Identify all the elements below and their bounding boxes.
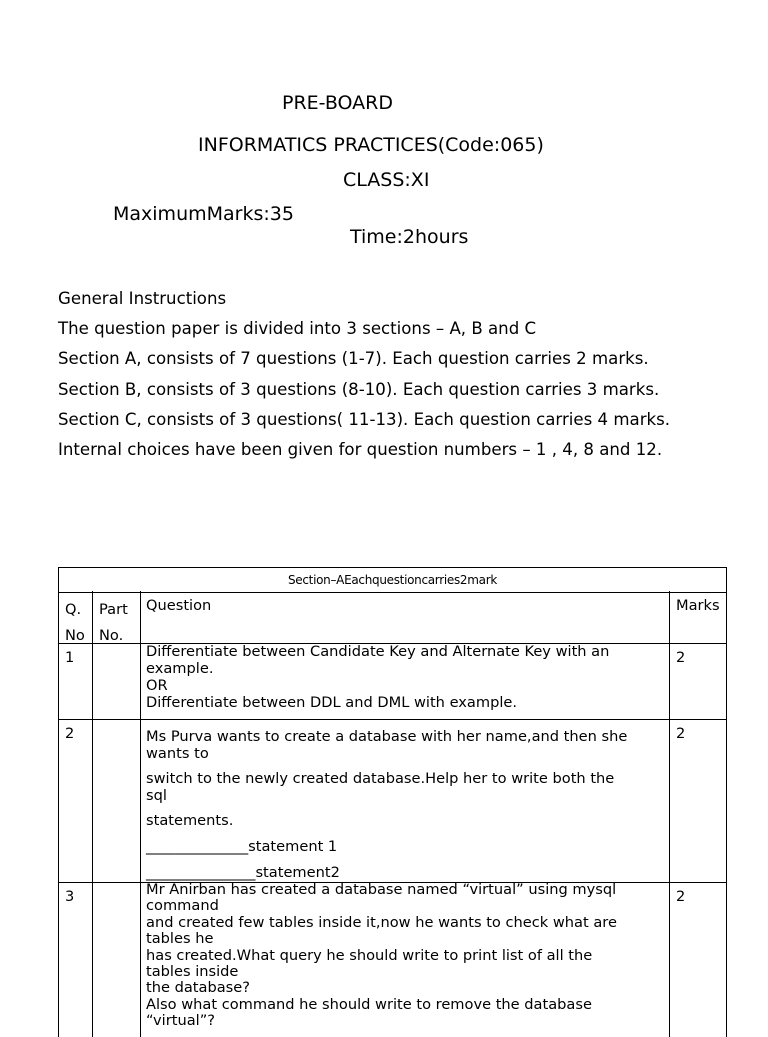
question-line: has created.What query he should write to print list of all the <box>146 946 593 964</box>
col-divider <box>669 591 670 1037</box>
instruction-line: Section C, consists of 3 questions( 11-13). Each question carries 4 marks. <box>58 410 671 429</box>
header-partno-label: No. <box>99 627 124 644</box>
question-line: statements. <box>146 812 234 829</box>
header-part-no <box>99 597 128 649</box>
exam-title: PRE-BOARD <box>282 92 393 114</box>
question-text <box>146 882 617 1030</box>
header-q-no <box>65 597 85 649</box>
question-line: sql <box>146 787 167 804</box>
question-line: Also what command he should write to remove the database <box>146 995 592 1013</box>
question-line: “virtual”? <box>146 1012 216 1030</box>
col-divider <box>726 591 727 1037</box>
col-divider <box>92 591 93 1037</box>
question-line: command <box>146 897 219 915</box>
instruction-line: Section B, consists of 3 questions (8-10). Each question carries 3 marks. <box>58 380 660 399</box>
question-line: tables inside <box>146 963 239 981</box>
question-line: tables he <box>146 930 214 948</box>
max-marks-label: MaximumMarks:35 <box>113 203 294 225</box>
header-part-label: Part <box>99 601 128 618</box>
question-line: and created few tables inside it,now he wants to check what are <box>146 913 617 931</box>
instruction-line: Section A, consists of 7 questions (1-7). Each question carries 2 marks. <box>58 349 649 368</box>
instruction-line: Internal choices have been given for question numbers – 1 , 4, 8 and 12. <box>58 440 663 459</box>
question-number: 2 <box>65 725 75 742</box>
question-line: Differentiate between DDL and DML with example. <box>146 694 518 711</box>
question-line: _______________statement2 <box>146 864 340 881</box>
question-number: 3 <box>65 888 75 905</box>
question-line: Mr Anirban has created a database named “virtual” using mysql <box>146 881 617 898</box>
question-marks: 2 <box>676 649 686 666</box>
subject-title: INFORMATICS PRACTICES(Code:065) <box>198 134 544 156</box>
question-line: ______________statement 1 <box>146 838 338 855</box>
question-text <box>146 643 609 711</box>
instructions-title: General Instructions <box>58 289 227 308</box>
question-text <box>146 728 627 881</box>
question-marks: 2 <box>676 725 686 742</box>
header-q-label: Q. <box>65 601 82 618</box>
header-question: Question <box>146 597 212 614</box>
question-marks: 2 <box>676 888 686 905</box>
questions-table <box>58 567 727 1037</box>
class-label: CLASS:XI <box>343 169 430 191</box>
time-label: Time:2hours <box>350 226 469 248</box>
col-divider <box>58 591 59 1037</box>
instruction-line: The question paper is divided into 3 sections – A, B and C <box>58 319 537 338</box>
question-line: Ms Purva wants to create a database with her name,and then she <box>146 728 628 745</box>
question-line: Differentiate between Candidate Key and Alternate Key with an <box>146 643 610 660</box>
question-line: wants to <box>146 745 209 762</box>
header-marks: Marks <box>676 597 720 614</box>
header-no-label: No <box>65 627 85 644</box>
section-caption: Section–AEachquestioncarries2mark <box>58 567 727 593</box>
question-line: example. <box>146 660 214 677</box>
row-divider <box>58 719 726 720</box>
question-line: OR <box>146 677 168 694</box>
question-number: 1 <box>65 649 75 666</box>
col-divider <box>140 591 141 1037</box>
question-line: the database? <box>146 979 250 997</box>
question-line: switch to the newly created database.Help her to write both the <box>146 770 615 787</box>
